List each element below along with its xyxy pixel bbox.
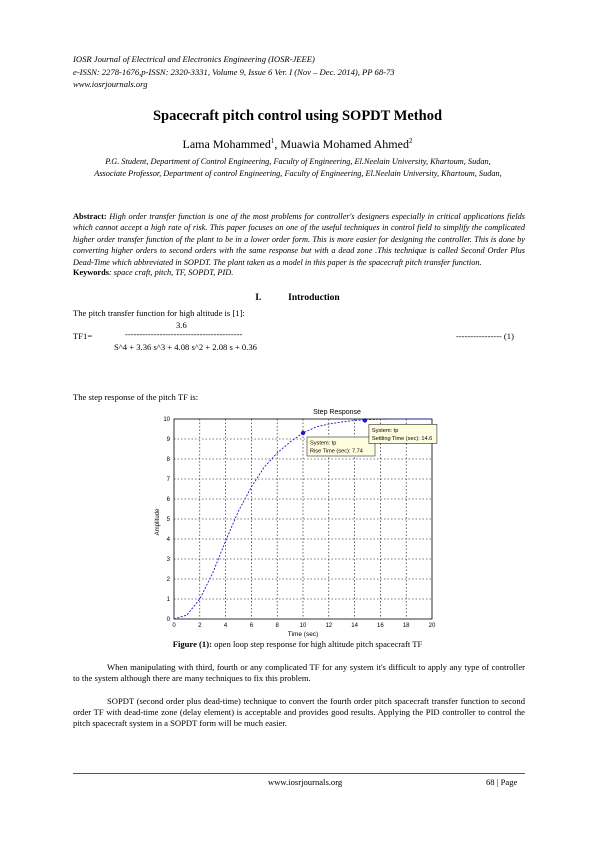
keywords: [73, 268, 233, 277]
y-tick-label: 7: [166, 477, 170, 483]
y-tick-label: 2: [166, 577, 170, 583]
y-tick-label: 10: [163, 417, 170, 423]
figure-caption: [0, 639, 595, 649]
x-tick-label: 20: [428, 623, 436, 629]
abstract-label: Abstract:: [73, 212, 107, 221]
paper-title: Spacecraft pitch control using SOPDT Method: [152, 108, 443, 124]
chart-annotations: [301, 418, 437, 456]
chart-ylabel: Amplitude: [155, 508, 161, 536]
paragraph-2: SOPDT (second order plus dead-time) technique to convert the fourth order pitch spacecraft transfer function to second order TF with dead-time zone (delay element) is acceptable and provides good results. Applying the PID controller to control the pitch spacecraft system in a SOPDT form will be much easier.: [73, 696, 525, 729]
abstract: [73, 211, 525, 268]
data-marker: [363, 418, 367, 422]
y-tick-label: 6: [166, 497, 170, 503]
affiliation-2: Associate Professor, Department of control Engineering, Faculty of Engineering, El.Neelain University, Khartoum, Sudan,: [94, 168, 502, 178]
step-response-chart: [140, 403, 450, 640]
chart-ticks: [163, 417, 436, 629]
x-tick-label: 6: [249, 623, 254, 629]
tf-numerator: 3.6: [176, 320, 187, 330]
step-intro: The step response of the pitch TF is:: [73, 392, 199, 402]
y-tick-label: 3: [166, 557, 170, 563]
journal-url: www.iosrjournals.org: [73, 79, 148, 89]
footer-page: 68 | Page: [486, 777, 518, 787]
tf-label: TF1=: [73, 331, 93, 341]
x-tick-label: 14: [351, 623, 358, 629]
journal-header: [73, 53, 395, 91]
author-2: Muawia Mohamed Ahmed: [280, 137, 409, 151]
keywords-label: Keywords: [73, 268, 109, 277]
abstract-text: High order transfer function is one of the most problems for controller's designers especially in critical applications fields which cannot accept a high rate of risk. This paper focuses on one of the useful techniques in control field to simplify the complicated higher order transfer function of the plant to be in a lower order form. This is more easier for designing the controller. This is done by converting higher orders to second orders with the same response but with a dead zone .This technique is called Second Order Plus Dead-Time which abbreviated in SOPDT. The plant taken as a model in this paper is the spacecraft pitch transfer function.: [73, 212, 525, 267]
data-marker: [301, 431, 305, 435]
x-tick-label: 16: [377, 623, 384, 629]
author-line: [0, 137, 595, 152]
author-1-sup: 1: [270, 137, 275, 145]
paragraph-1: When manipulating with third, fourth or any complicated TF for any system it's difficult to apply any type of controller to the system although there are many techniques to fix this problem.: [73, 662, 525, 684]
keywords-text: : space craft, pitch, TF, SOPDT, PID.: [108, 268, 234, 277]
footer-url: www.iosrjournals.org: [268, 777, 343, 787]
y-tick-label: 4: [166, 537, 170, 543]
intro-line: The pitch transfer function for high altitude is [1]:: [73, 308, 245, 318]
figure-text: open loop step response for high altitude pitch spacecraft TF: [211, 639, 423, 649]
y-tick-label: 5: [166, 517, 170, 523]
datatip-text: Rise Time (sec): 7.74: [310, 448, 363, 455]
author-2-sup: 2: [408, 137, 413, 145]
equation-number: ---------------- (1): [456, 331, 514, 341]
chart-title: Step Response: [313, 409, 361, 416]
footer-rule: [73, 773, 525, 774]
author-sep: ,: [274, 137, 281, 151]
affiliation-1: P.G. Student, Department of Control Engineering, Faculty of Engineering, El.Neelain University, Khartoum, Sudan,: [105, 157, 491, 166]
section-heading: [0, 293, 595, 303]
x-tick-label: 8: [275, 623, 279, 629]
affiliations: [80, 156, 516, 179]
x-tick-label: 2: [198, 623, 202, 629]
chart-xlabel: Time (sec): [287, 631, 319, 638]
datatip-text: Settling Time (sec): 14.6: [371, 435, 433, 442]
datatip-text: System: tp: [310, 440, 337, 447]
tf-denominator: S^4 + 3.36 s^3 + 4.08 s^2 + 2.08 s + 0.36: [114, 342, 257, 352]
datatip-text: System: tp: [371, 427, 399, 434]
journal-issn: e-ISSN: 2278-1676,p-ISSN: 2320-3331, Volume 9, Issue 6 Ver. I (Nov – Dec. 2014), PP 68-73: [73, 66, 395, 77]
author-1: Lama Mohammed: [182, 137, 271, 151]
y-tick-label: 8: [166, 457, 170, 463]
tf-fraction-bar: -----------------------------------------: [125, 329, 243, 339]
y-tick-label: 1: [166, 597, 170, 603]
y-tick-label: 0: [166, 617, 170, 623]
section-title: Introduction: [288, 293, 340, 303]
x-tick-label: 18: [402, 623, 410, 629]
x-tick-label: 0: [172, 623, 176, 629]
figure-label: Figure (1):: [172, 639, 212, 649]
x-tick-label: 12: [325, 623, 333, 629]
chart-grid: [174, 419, 432, 619]
x-tick-label: 4: [223, 623, 228, 629]
section-number: I.: [255, 293, 262, 303]
y-tick-label: 9: [166, 437, 170, 443]
journal-name: IOSR Journal of Electrical and Electronics Engineering (IOSR-JEEE): [73, 54, 315, 64]
x-tick-label: 10: [299, 623, 307, 629]
